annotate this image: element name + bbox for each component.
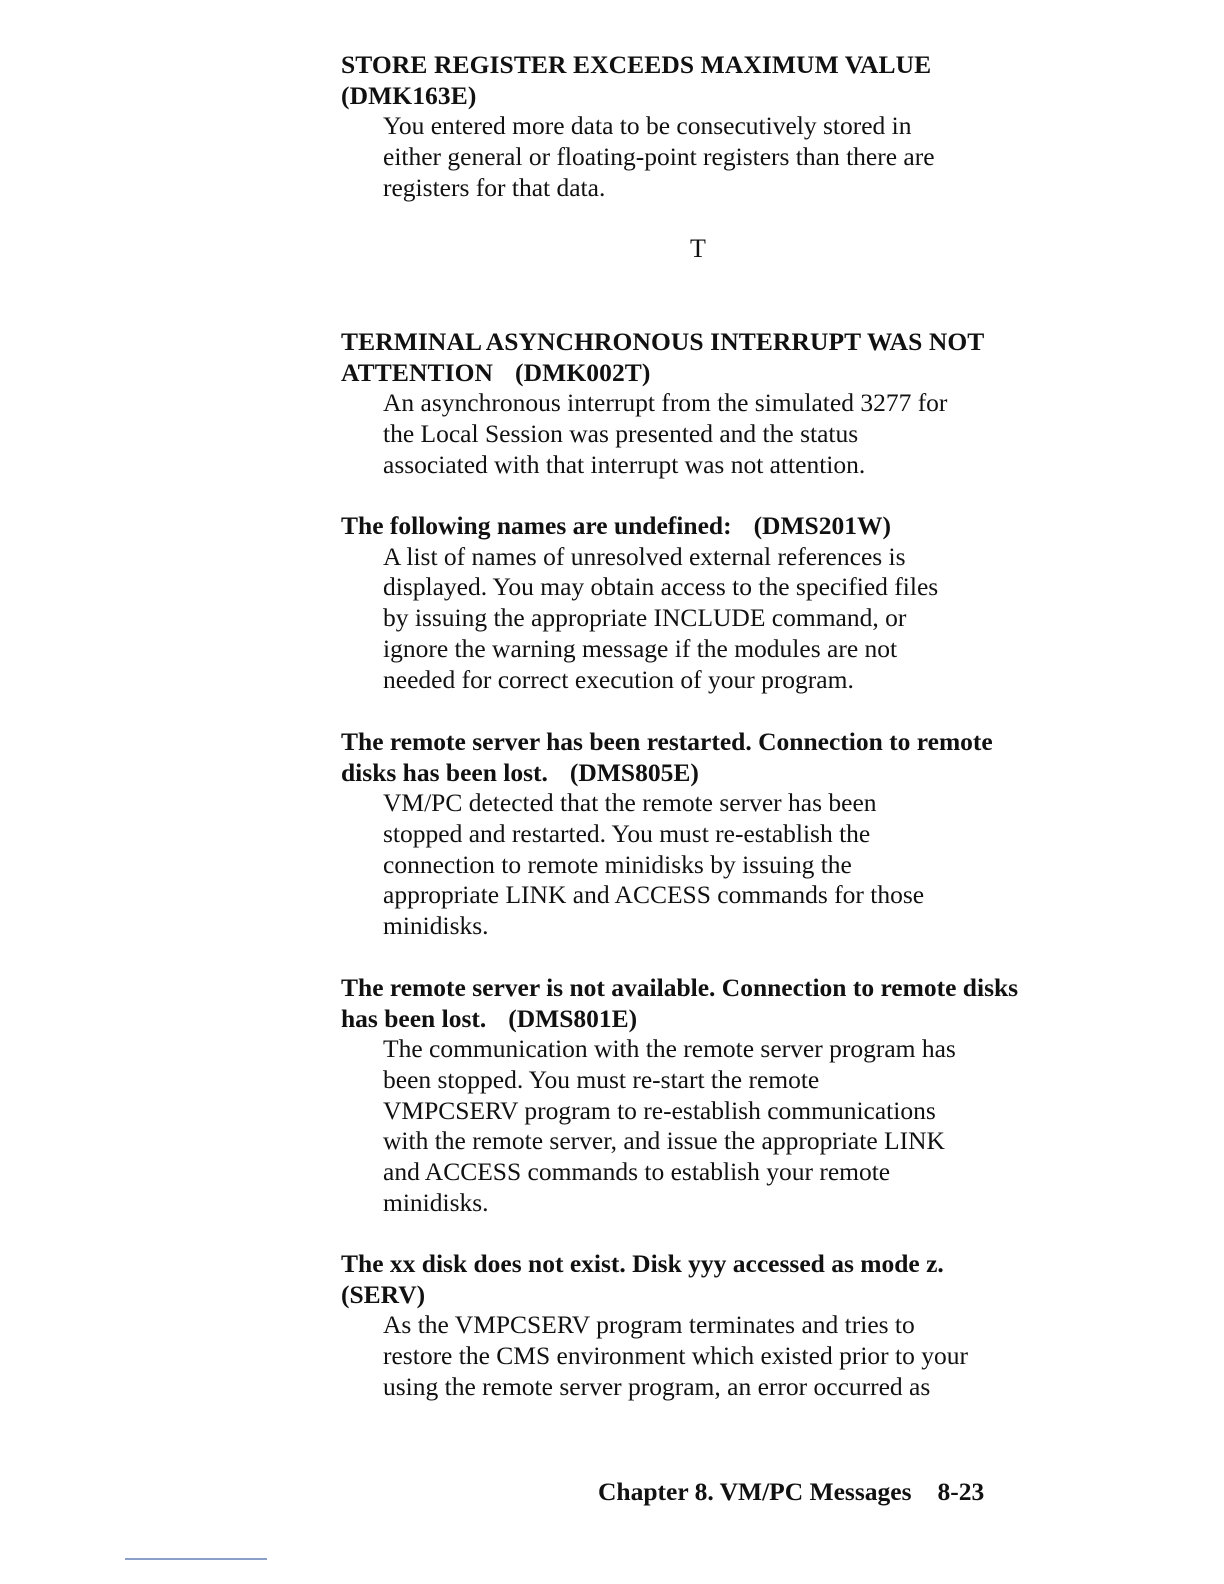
message-heading [341,50,1031,111]
description-line: needed for correct execution of your program. [383,664,854,694]
page-footer [598,1477,984,1507]
heading-line: The remote server has been restarted. Connection to remote [341,727,993,756]
message-heading [341,727,1031,788]
message-description [341,1310,1031,1402]
message-code: (DMS801E) [508,1003,638,1033]
heading-line: STORE REGISTER EXCEEDS MAXIMUM VALUE [341,50,932,79]
message-code: (DMS201W) [753,511,891,540]
message-heading [341,327,1031,388]
message-description [341,788,1031,942]
description-line: minidisks. [383,1187,489,1217]
description-line: restore the CMS environment which existed prior to your [383,1340,968,1370]
description-line: The communication with the remote server program has [383,1034,956,1063]
message-entry-dms801e [341,973,1031,1219]
message-description [341,542,1031,696]
description-line: the Local Session was presented and the status [383,418,859,448]
description-line: been stopped. You must re-start the remote [383,1064,820,1094]
message-description [341,111,1031,203]
scan-edge-line [125,1558,267,1560]
message-code: (DMS805E) [569,757,699,787]
message-entry-dms805e [341,727,1031,942]
description-line: connection to remote minidisks by issuing the [383,849,852,879]
description-line: either general or floating-point registers than there are [383,141,935,171]
message-description [341,388,1031,480]
heading-line: ATTENTION [341,357,494,387]
message-entry-serv [341,1249,1031,1402]
chapter-title: Chapter 8. VM/PC Messages [598,1477,912,1506]
message-entry-dms201w [341,511,1031,695]
heading-line: has been lost. [341,1003,487,1033]
description-line: using the remote server program, an error occurred as [383,1371,931,1401]
page-number: 8-23 [937,1477,985,1506]
description-line: ignore the warning message if the modules are not [383,633,898,663]
description-line: with the remote server, and issue the appropriate LINK [383,1126,945,1156]
description-line: VMPCSERV program to re-establish communications [383,1095,936,1125]
heading-line: The remote server is not available. Connection to remote disks [341,973,1019,1002]
heading-line: TERMINAL ASYNCHRONOUS INTERRUPT WAS NOT [341,327,985,356]
description-line: minidisks. [383,911,489,941]
message-code: (SERV) [341,1279,426,1309]
description-line: appropriate LINK and ACCESS commands for those [383,880,925,910]
description-line: by issuing the appropriate INCLUDE command, or [383,603,907,633]
heading-line: disks has been lost. [341,757,548,787]
message-code: (DMK163E) [341,80,477,110]
description-line: VM/PC detected that the remote server has been [383,788,877,817]
message-code: (DMK002T) [515,357,651,387]
message-description [341,1034,1031,1219]
message-entry-dmk163e [341,50,1031,203]
message-heading [341,1249,1031,1310]
description-line: associated with that interrupt was not attention. [383,449,866,479]
description-line: An asynchronous interrupt from the simulated 3277 for [383,388,948,417]
message-heading [341,973,1031,1034]
description-line: You entered more data to be consecutively stored in [383,111,912,140]
section-letter: T [690,234,706,263]
description-line: A list of names of unresolved external references is [383,541,906,571]
description-line: and ACCESS commands to establish your remote [383,1157,891,1187]
description-line: registers for that data. [383,172,606,202]
description-line: As the VMPCSERV program terminates and tries to [383,1310,915,1339]
heading-line: The xx disk does not exist. Disk yyy accessed as mode z. [341,1249,944,1278]
message-heading [341,511,1031,542]
heading-line: The following names are undefined: [341,511,732,540]
description-line: stopped and restarted. You must re-establish the [383,818,871,848]
description-line: displayed. You may obtain access to the specified files [383,572,939,602]
message-entry-dmk002t [341,327,1031,480]
